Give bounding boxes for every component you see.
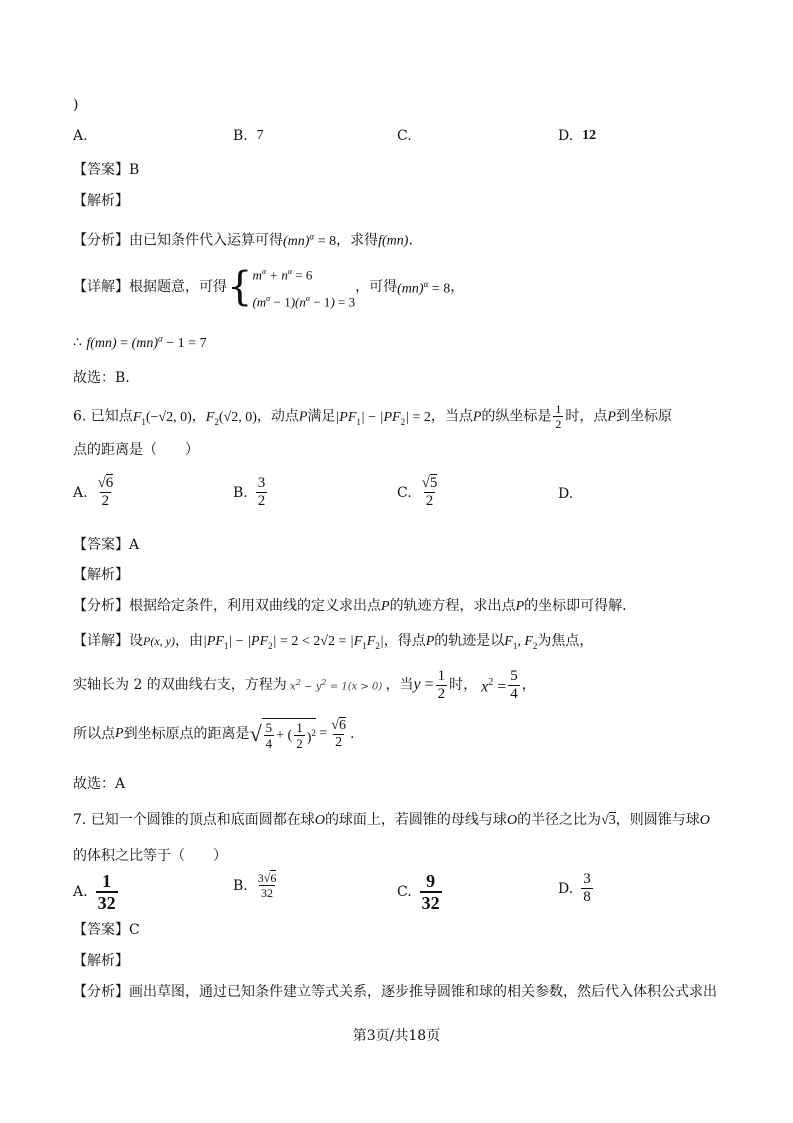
q7-option-c[interactable]: C. $\frac{9}{32}$ (397, 871, 440, 913)
q6-option-a[interactable]: A. $\frac{√6}{2}$ (73, 475, 114, 509)
q6-jiexi: 【解析】 (73, 567, 129, 583)
q5-option-d[interactable]: D. 12 (558, 128, 597, 144)
q5-jiexi: 【解析】 (73, 193, 129, 209)
q5-fenxi-eq1: (mn)$^\alpha$ = 8 (283, 231, 337, 249)
q5-answer: 【答案】B (73, 162, 140, 178)
q7-option-d[interactable]: D. $\frac{3}{8}$ (558, 871, 591, 905)
q7-stem-line1: 7. 已知一个圆锥的顶点和底面圆都在球O的球面上，若圆锥的母线与球O的半径之比为√3，则圆锥与球O (73, 812, 710, 828)
q5-xiangjie-eq: (mn)$^\alpha$ = 8 (397, 279, 451, 297)
q5-option-a[interactable]: A. (73, 128, 88, 144)
q7-fenxi: 【分析】画出草图，通过已知条件建立等式关系，逐步推导圆锥和球的相关参数，然后代入体积公式求出 (73, 984, 717, 1000)
q7-option-a[interactable]: A. $\frac{1}{32}$ (73, 871, 116, 913)
q6-xiangjie-line2: 实轴长为 2 的双曲线右支，方程为 $x^2 - y^2 = 1(x > 0)$ ，当 y = $\frac{1}{2}$ 时， $x^2$ = $\frac{5}{4}$ ， (73, 667, 536, 702)
q6-stem-line2: 点的距离是（ ） (73, 442, 199, 458)
q5-xiangjie: 【详解】根据题意，可得 { $m^\alpha + n^\alpha = 6$ $(m^\alpha - 1)(n^\alpha - 1) = 3$ ，可得 (mn)$^\alpha$ = 8 ， (73, 262, 464, 312)
q6-xiangjie-line3: 所以点 P 到坐标原点的距离是 √ $\frac{5}{4}$ + ( $\frac{1}{2}$ )$^2$ = $\frac{√6}{2}$ . (73, 717, 355, 751)
q5-choice: 故选：B. (73, 370, 130, 386)
q6-option-b[interactable]: B. $\frac{3}{2}$ (233, 475, 266, 509)
q5-system-brace: { (227, 264, 253, 310)
q5-fenxi-eq2: f (378, 233, 382, 249)
q6-answer: 【答案】A (73, 537, 140, 553)
q6-xiangjie-line1: 【详解】设P(x, y)，由$|PF_1| - |PF_2| = 2 < 2√2 = |F_1F_2|$，得点P的轨迹是以$F_1$, $F_2$为焦点， (73, 633, 594, 651)
q6-choice: 故选：A (73, 776, 126, 792)
q6-fenxi: 【分析】根据给定条件，利用双曲线的定义求出点P的轨迹方程，求出点P的坐标即可得解. (73, 598, 627, 614)
q5-option-b[interactable]: B. 7 (233, 128, 264, 144)
q7-stem-line2: 的体积之比等于（ ） (73, 848, 227, 864)
q5-equation-system: $m^\alpha + n^\alpha = 6$ $(m^\alpha - 1)(n^\alpha - 1) = 3$ (252, 266, 356, 310)
q5-option-c[interactable]: C. (397, 128, 412, 144)
q6-option-d[interactable]: D. (558, 486, 574, 502)
q7-answer: 【答案】C (73, 922, 140, 938)
q6-option-c[interactable]: C. $\frac{√5}{2}$ (397, 475, 438, 509)
q6-stem-line1: 6. 已知点$F_1(-√2$, 0)，$F_2(√2$, 0)，动点P满足$|PF_1| - |PF_2| = 2$，当点P的纵坐标是 $\frac{1}{2}$ 时，点P到坐标原 (73, 402, 672, 431)
q7-jiexi: 【解析】 (73, 953, 129, 969)
q5-therefore: ∴ f(mn) = (mn)$^\alpha$ − 1 = 7 (73, 333, 207, 351)
q7-option-b[interactable]: B. $\frac{3√6}{32}$ (233, 871, 277, 900)
q5-trailing-paren: ) (73, 97, 79, 113)
page-footer: 第3页/共18页 (352, 1028, 441, 1044)
q5-fenxi: 【分析】由已知条件代入运算可得(mn)$^\alpha$ = 8，求得f(mn). (73, 231, 413, 249)
